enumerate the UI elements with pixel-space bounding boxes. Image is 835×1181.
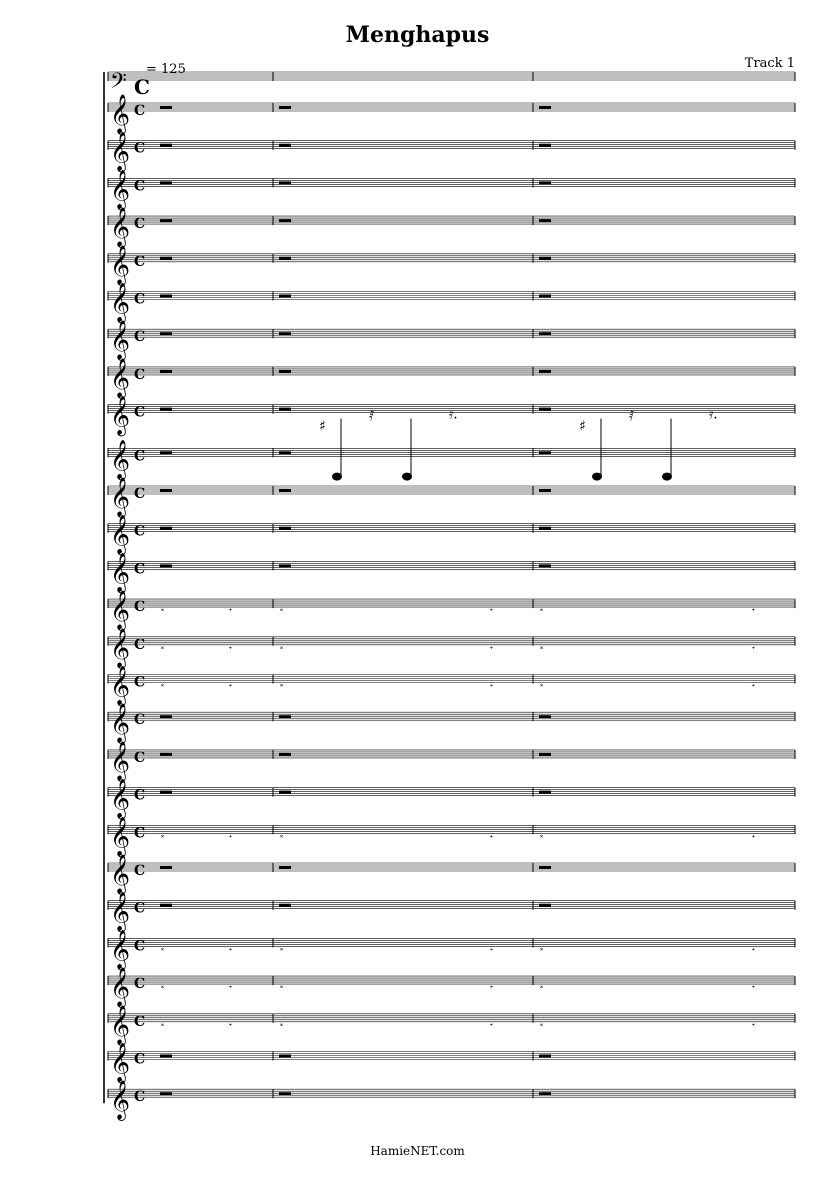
whole-rest [279, 1055, 291, 1058]
short-rest: 𝅄 [751, 1013, 756, 1030]
whole-rest [539, 564, 551, 567]
common-time-icon: C [134, 863, 146, 879]
sixty-fourth-rest: 𝅃 [160, 599, 165, 616]
tempo-marking: = 125 [146, 62, 186, 77]
whole-rest [160, 1055, 172, 1058]
treble-clef-icon: 𝄞 [110, 703, 131, 744]
short-rest: 𝅄 [228, 1013, 233, 1030]
whole-rest [279, 295, 291, 298]
sixty-fourth-rest: 𝅃 [279, 938, 284, 955]
treble-clef-icon: 𝄞 [110, 891, 131, 932]
whole-rest [160, 370, 172, 373]
treble-clef-icon: 𝄞 [110, 207, 131, 248]
whole-rest [279, 715, 291, 718]
sixty-fourth-rest: 𝅃 [160, 976, 165, 993]
sixty-fourth-rest: 𝅃 [539, 636, 544, 653]
sharp-icon: ♯ [319, 418, 326, 435]
short-rest: 𝅄 [751, 599, 756, 616]
whole-rest [279, 257, 291, 260]
whole-rest [279, 181, 291, 184]
eighth-rest: 𝄿. [709, 406, 718, 423]
treble-clef-icon: 𝄞 [110, 1042, 131, 1083]
common-time-icon: C [134, 366, 146, 383]
short-rest: 𝅄 [489, 1013, 494, 1030]
whole-rest [160, 451, 172, 454]
sixteenth-rest: 𝅀 [369, 408, 375, 425]
treble-clef-icon: 𝄞 [110, 552, 131, 593]
common-time-icon: C [134, 1089, 146, 1106]
whole-rest [160, 332, 172, 335]
treble-clef-icon: 𝄞 [110, 514, 131, 555]
short-rest: 𝅄 [489, 938, 494, 955]
short-rest: 𝅄 [228, 825, 233, 842]
whole-rest [279, 753, 291, 756]
common-time-icon: C [134, 140, 146, 157]
whole-rest [160, 904, 172, 907]
sixty-fourth-rest: 𝅃 [539, 674, 544, 691]
common-time-icon: C [134, 486, 146, 502]
treble-clef-icon: 𝄞 [110, 282, 131, 323]
short-rest: 𝅄 [751, 938, 756, 955]
sixty-fourth-rest: 𝅃 [279, 825, 284, 842]
whole-rest [539, 904, 551, 907]
short-rest: 𝅄 [228, 938, 233, 955]
eighth-rest: 𝄿. [449, 406, 458, 423]
sharp-icon: ♯ [579, 418, 586, 435]
whole-rest [539, 106, 551, 109]
common-time-icon: C [134, 599, 146, 616]
whole-rest [160, 564, 172, 567]
common-time-icon: C [134, 1013, 146, 1030]
common-time-icon: C [134, 749, 146, 766]
whole-rest [539, 1055, 551, 1058]
common-time-icon: C [134, 1051, 146, 1068]
short-rest: 𝅄 [489, 599, 494, 616]
whole-rest [160, 257, 172, 260]
short-rest: 𝅄 [228, 976, 233, 993]
treble-clef-icon: 𝄞 [110, 320, 131, 361]
common-time-icon: C [134, 448, 146, 465]
common-time-icon: C [134, 938, 146, 955]
short-rest: 𝅄 [489, 976, 494, 993]
sixty-fourth-rest: 𝅃 [539, 976, 544, 993]
whole-rest [539, 791, 551, 794]
footer-credit: HamieNET.com [370, 1144, 465, 1158]
whole-rest [539, 866, 551, 869]
whole-rest [160, 106, 172, 109]
treble-clef-icon: 𝄞 [110, 94, 131, 134]
treble-clef-icon: 𝄞 [110, 929, 131, 970]
treble-clef-icon: 𝄞 [110, 590, 131, 631]
treble-clef-icon: 𝄞 [110, 169, 131, 210]
treble-clef-icon: 𝄞 [110, 627, 131, 668]
whole-rest [279, 1092, 291, 1095]
whole-rest [160, 489, 172, 492]
sixty-fourth-rest: 𝅃 [539, 938, 544, 955]
common-time-icon: C [134, 900, 146, 917]
whole-rest [539, 527, 551, 530]
sixty-fourth-rest: 𝅃 [160, 636, 165, 653]
sixty-fourth-rest: 𝅃 [160, 825, 165, 842]
whole-rest [160, 219, 172, 222]
sixty-fourth-rest: 𝅃 [539, 825, 544, 842]
whole-rest [539, 489, 551, 492]
whole-rest [160, 753, 172, 756]
treble-clef-icon: 𝄞 [110, 244, 131, 285]
whole-rest [539, 753, 551, 756]
common-time-icon: C [134, 976, 146, 993]
sixty-fourth-rest: 𝅃 [160, 1013, 165, 1030]
whole-rest [539, 715, 551, 718]
common-time-icon: C [134, 216, 146, 233]
common-time-icon: C [134, 75, 150, 99]
treble-clef-icon: 𝄞 [110, 1004, 131, 1045]
short-rest: 𝅄 [751, 976, 756, 993]
whole-rest [160, 715, 172, 718]
treble-clef-icon: 𝄞 [110, 131, 131, 172]
whole-rest [539, 1092, 551, 1095]
sixty-fourth-rest: 𝅃 [539, 1013, 544, 1030]
short-rest: 𝅄 [228, 599, 233, 616]
treble-clef-icon: 𝄞 [110, 816, 131, 857]
short-rest: 𝅄 [489, 636, 494, 653]
treble-clef-icon: 𝄞 [110, 740, 131, 781]
whole-rest [279, 866, 291, 869]
common-time-icon: C [134, 253, 146, 270]
bass-clef-icon: 𝄢 [110, 69, 127, 99]
short-rest: 𝅄 [751, 674, 756, 691]
whole-rest [539, 181, 551, 184]
sixty-fourth-rest: 𝅃 [279, 636, 284, 653]
common-time-icon: C [134, 523, 146, 540]
sixteenth-rest: 𝅀 [629, 408, 635, 425]
whole-rest [160, 181, 172, 184]
whole-rest [160, 408, 172, 411]
treble-clef-icon: 𝄞 [110, 357, 131, 398]
treble-clef-icon: 𝄞 [110, 439, 131, 480]
whole-rest [279, 904, 291, 907]
whole-rest [539, 144, 551, 147]
whole-rest [160, 295, 172, 298]
common-time-icon: C [134, 329, 146, 346]
treble-clef-icon: 𝄞 [110, 854, 131, 894]
common-time-icon: C [134, 178, 146, 195]
half-rest [539, 408, 551, 411]
whole-rest [279, 370, 291, 373]
common-time-icon: C [134, 825, 146, 842]
treble-clef-icon: 𝄞 [110, 778, 131, 819]
short-rest: 𝅄 [751, 825, 756, 842]
whole-rest [279, 144, 291, 147]
whole-rest [539, 257, 551, 260]
common-time-icon: C [134, 404, 146, 421]
sixty-fourth-rest: 𝅃 [279, 599, 284, 616]
whole-rest [279, 106, 291, 109]
whole-rest [160, 1092, 172, 1095]
whole-rest [279, 451, 291, 454]
treble-clef-icon: 𝄞 [110, 967, 131, 1008]
common-time-icon: C [134, 674, 146, 691]
score-title: Menghapus [345, 22, 490, 48]
common-time-icon: C [134, 561, 146, 578]
short-rest: 𝅄 [489, 674, 494, 691]
common-time-icon: C [134, 636, 146, 653]
whole-rest [279, 219, 291, 222]
whole-rest [279, 564, 291, 567]
short-rest: 𝅄 [228, 636, 233, 653]
track-label: Track 1 [744, 56, 795, 71]
sixty-fourth-rest: 𝅃 [279, 1013, 284, 1030]
whole-rest [160, 791, 172, 794]
common-time-icon: C [134, 291, 146, 308]
whole-rest [160, 527, 172, 530]
sixty-fourth-rest: 𝅃 [279, 674, 284, 691]
sixty-fourth-rest: 𝅃 [279, 976, 284, 993]
whole-rest [539, 370, 551, 373]
sixty-fourth-rest: 𝅃 [160, 938, 165, 955]
whole-rest [279, 791, 291, 794]
treble-clef-icon: 𝄞 [110, 665, 131, 706]
short-rest: 𝅄 [751, 636, 756, 653]
sixty-fourth-rest: 𝅃 [539, 599, 544, 616]
whole-rest [539, 332, 551, 335]
whole-rest [279, 332, 291, 335]
whole-rest [539, 219, 551, 222]
short-rest: 𝅄 [489, 825, 494, 842]
common-time-icon: C [134, 103, 146, 119]
common-time-icon: C [134, 787, 146, 804]
whole-rest [279, 527, 291, 530]
treble-clef-icon: 𝄞 [110, 1080, 131, 1121]
treble-clef-icon: 𝄞 [110, 477, 131, 517]
treble-clef-icon: 𝄞 [110, 395, 131, 436]
whole-rest [160, 866, 172, 869]
whole-rest [160, 144, 172, 147]
half-rest [279, 408, 291, 411]
whole-rest [279, 489, 291, 492]
common-time-icon: C [134, 712, 146, 729]
whole-rest [539, 451, 551, 454]
whole-rest [539, 295, 551, 298]
short-rest: 𝅄 [228, 674, 233, 691]
sixty-fourth-rest: 𝅃 [160, 674, 165, 691]
